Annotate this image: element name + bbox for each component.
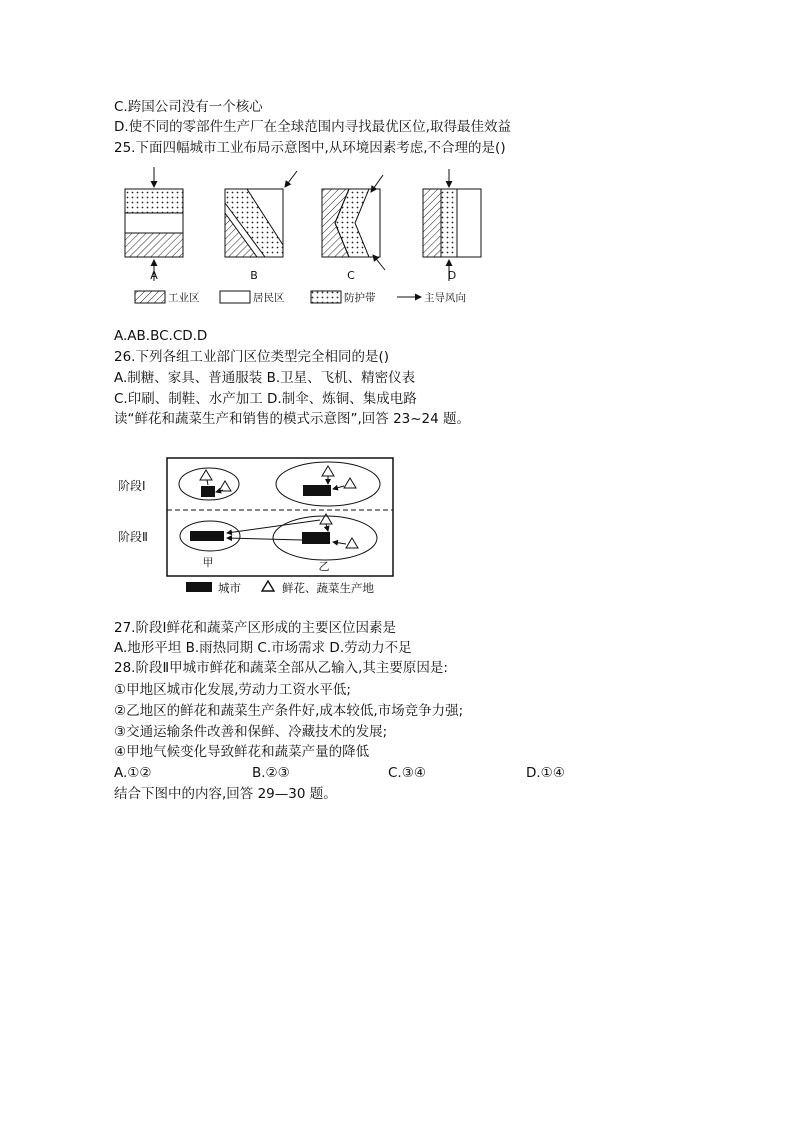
stage-2-label: 阶段Ⅱ: [118, 530, 148, 544]
q25-options: A.AB.BC.CD.D: [114, 328, 208, 344]
legend-wind: 主导风向: [424, 292, 466, 304]
q28-option-b: B.②③: [252, 765, 290, 781]
panel-label-b: B: [250, 269, 258, 282]
question-26: 26.下列各组工业部门区位类型完全相同的是(): [114, 349, 390, 365]
legend-production-area: 鲜花、蔬菜生产地: [282, 581, 374, 595]
q28-option-c: C.③④: [388, 765, 426, 781]
panel-label-a: A: [150, 269, 158, 282]
panel-d: [423, 169, 481, 281]
figure-industrial-layout: [115, 165, 510, 310]
read-instruction-29-30: 结合下图中的内容,回答 29—30 题。: [114, 786, 337, 802]
q28-statement-1: ①甲地区城市化发展,劳动力工资水平低;: [114, 682, 351, 698]
panel-label-c: C: [347, 269, 355, 282]
label-jia: 甲: [202, 556, 214, 569]
label-yi: 乙: [318, 560, 330, 573]
question-25: 25.下面四幅城市工业布局示意图中,从环境因素考虑,不合理的是(): [114, 140, 506, 156]
q28-option-d: D.①④: [526, 765, 565, 781]
fig1-legend: [135, 291, 466, 304]
panel-c: [322, 175, 385, 270]
legend-industrial: 工业区: [168, 292, 200, 304]
q27-options: A.地形平坦 B.雨热同期 C.市场需求 D.劳动力不足: [114, 640, 412, 656]
q28-option-a: A.①②: [114, 765, 152, 781]
line-d: D.使不同的零部件生产厂在全球范围内寻找最优区位,取得最佳效益: [114, 119, 511, 135]
read-instruction: 读“鲜花和蔬菜生产和销售的模式示意图”,回答 23~24 题。: [114, 411, 471, 427]
panel-a: [125, 167, 183, 281]
q28-statement-2: ②乙地区的鲜花和蔬菜生产条件好,成本较低,市场竞争力强;: [114, 703, 464, 719]
panel-label-d: D: [447, 269, 457, 282]
question-27: 27.阶段Ⅰ鲜花和蔬菜产区形成的主要区位因素是: [114, 620, 396, 636]
line-c: C.跨国公司没有一个核心: [114, 99, 263, 115]
legend-residential: 居民区: [253, 292, 285, 304]
legend-buffer: 防护带: [344, 292, 376, 304]
figure-flower-vegetable-model: [112, 452, 402, 604]
legend-city: 城市: [218, 581, 241, 595]
q26-options-cd: C.印刷、制鞋、水产加工 D.制伞、炼铜、集成电路: [114, 391, 417, 407]
fig2-legend: [186, 581, 374, 595]
q28-statement-4: ④甲地气候变化导致鲜花和蔬菜产量的降低: [114, 744, 370, 760]
panel-b: [225, 171, 297, 257]
q28-statement-3: ③交通运输条件改善和保鲜、冷藏技术的发展;: [114, 724, 388, 740]
stage-1-label: 阶段Ⅰ: [118, 479, 146, 493]
question-28: 28.阶段Ⅱ甲城市鲜花和蔬菜全部从乙输入,其主要原因是:: [114, 660, 448, 676]
q26-options-ab: A.制糖、家具、普通服装 B.卫星、飞机、精密仪表: [114, 370, 416, 386]
